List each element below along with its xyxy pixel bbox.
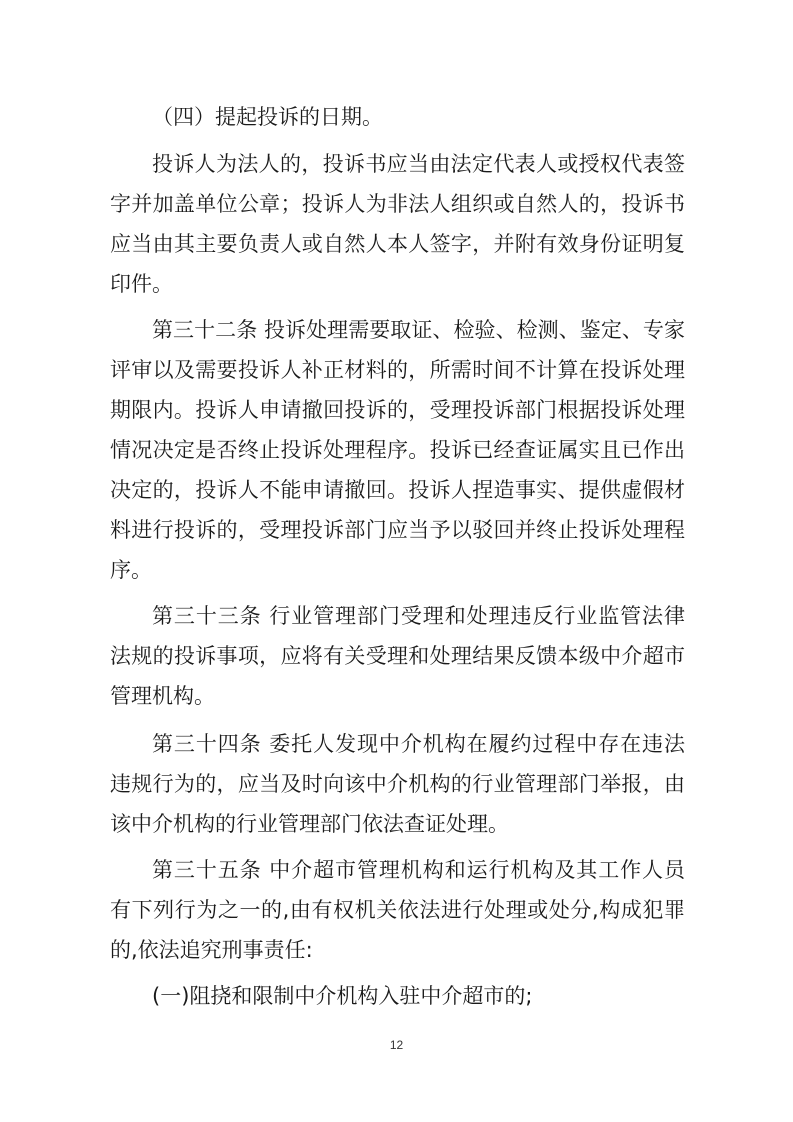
article-32-line: 第三十二条 投诉处理需要取证、检验、检测、鉴定、专家	[152, 318, 685, 342]
article-35-line: 第三十五条 中介超市管理机构和运行机构及其工作人员	[152, 858, 685, 882]
paragraph-text-line: 评审以及需要投诉人补正材料的，所需时间不计算在投诉处理	[110, 358, 685, 382]
page-number: 12	[389, 1038, 404, 1052]
paragraph-text-line: 管理机构。	[110, 684, 215, 708]
article-34-line: 第三十四条 委托人发现中介机构在履约过程中存在违法	[152, 732, 685, 756]
paragraph-text-line: 印件。	[110, 272, 173, 296]
paragraph-text-line: 决定的，投诉人不能申请撤回。投诉人捏造事实、提供虚假材	[110, 478, 685, 502]
paragraph-text-line: 情况决定是否终止投诉处理程序。投诉已经查证属实且已作出	[110, 438, 685, 462]
paragraph-text-line: 投诉人为法人的，投诉书应当由法定代表人或授权代表签	[152, 152, 685, 176]
paragraph-text-line: 序。	[110, 558, 152, 582]
paragraph-text-line: 违规行为的，应当及时向该中介机构的行业管理部门举报，由	[110, 772, 685, 796]
paragraph-text-line: 的,依法追究刑事责任:	[110, 938, 313, 962]
article-33-line: 第三十三条 行业管理部门受理和处理违反行业监管法律	[152, 604, 685, 628]
paragraph-text-line: 应当由其主要负责人或自然人本人签字，并附有效身份证明复	[110, 232, 685, 256]
paragraph-text-line: 法规的投诉事项，应将有关受理和处理结果反馈本级中介超市	[110, 644, 685, 668]
item-four-line: （四）提起投诉的日期。	[152, 105, 383, 129]
paragraph-text-line: 该中介机构的行业管理部门依法查证处理。	[110, 812, 509, 836]
paragraph-text-line: 有下列行为之一的,由有权机关依法进行处理或处分,构成犯罪	[110, 898, 685, 922]
paragraph-text-line: 料进行投诉的，受理投诉部门应当予以驳回并终止投诉处理程	[110, 518, 685, 542]
item-one-line: (一)阻挠和限制中介机构入驻中介超市的;	[152, 984, 533, 1008]
paragraph-text-line: 期限内。投诉人申请撤回投诉的，受理投诉部门根据投诉处理	[110, 398, 685, 422]
paragraph-text-line: 字并加盖单位公章；投诉人为非法人组织或自然人的，投诉书	[110, 192, 685, 216]
